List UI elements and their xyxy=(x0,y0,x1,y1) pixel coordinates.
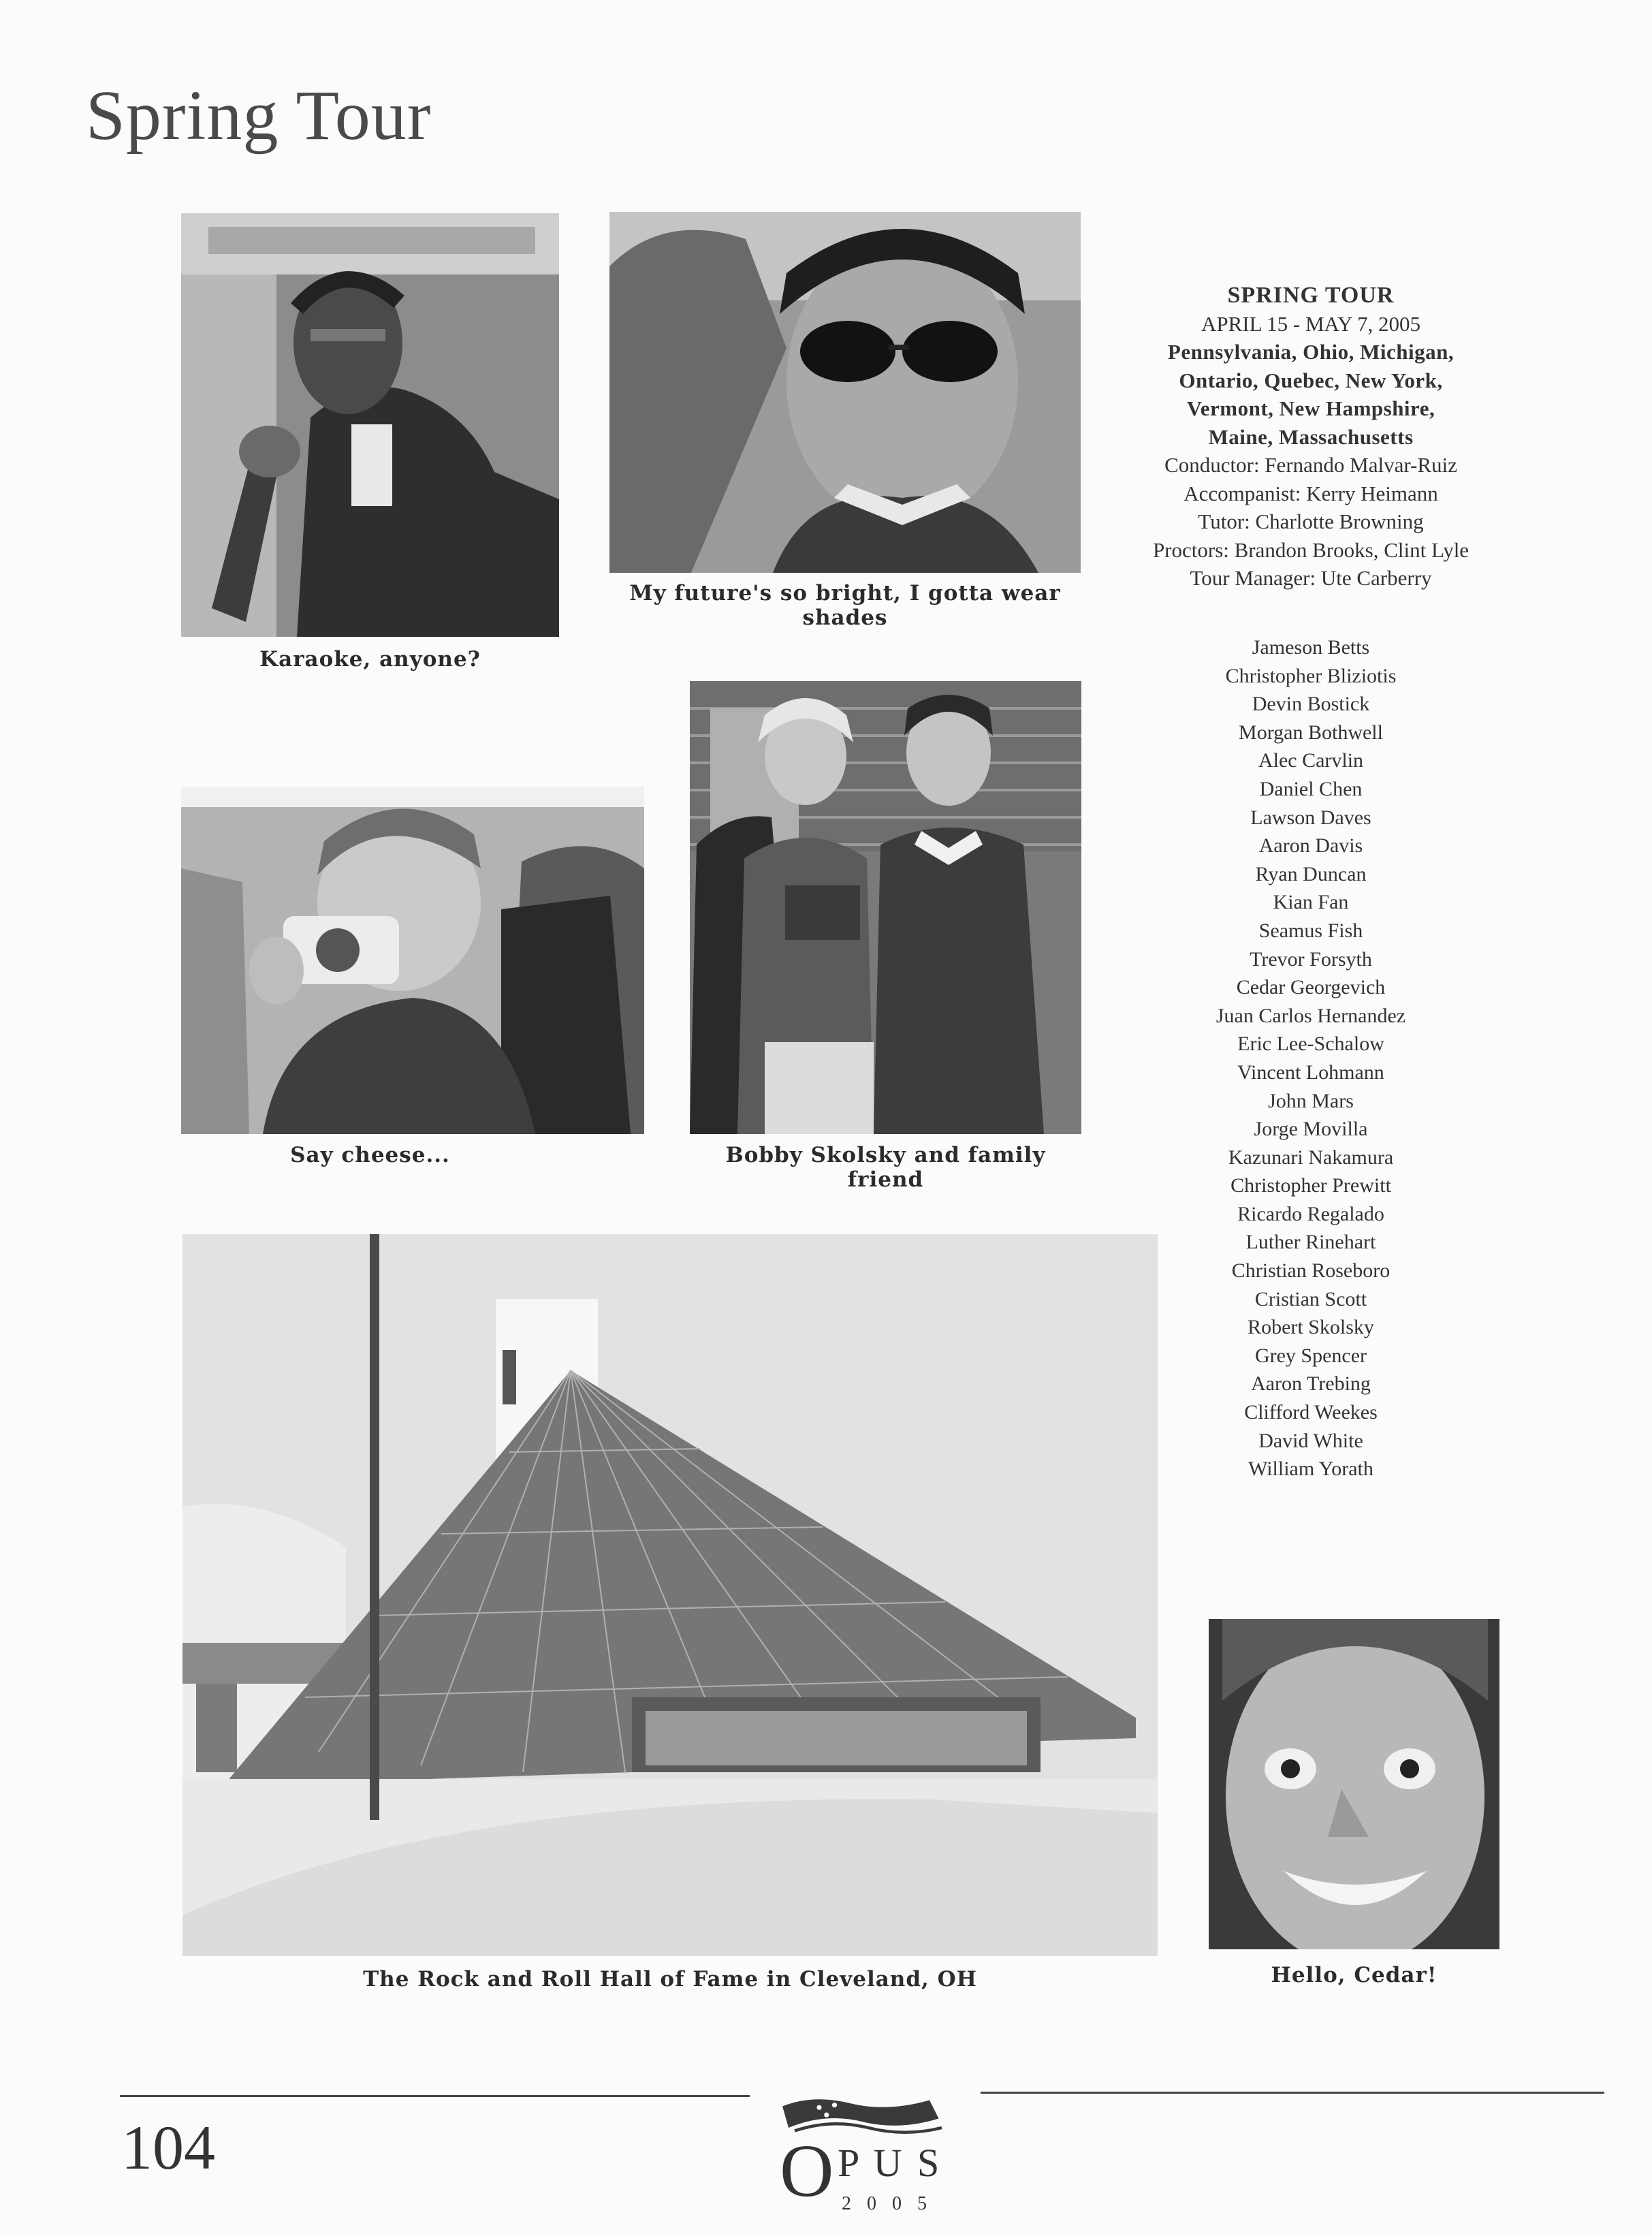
roster-item: Juan Carlos Hernandez xyxy=(1216,1004,1406,1027)
roster-item: Morgan Bothwell xyxy=(1239,721,1383,744)
photo-cheese xyxy=(181,787,644,1134)
roster-list xyxy=(1130,633,1491,1483)
page-title: Spring Tour xyxy=(86,76,432,155)
logo-letter-o: O xyxy=(780,2129,834,2212)
tour-dates: APRIL 15 - MAY 7, 2005 xyxy=(1201,311,1421,336)
roster-item: Alec Carvlin xyxy=(1258,749,1364,772)
photo-bobby xyxy=(690,681,1081,1134)
tour-manager: Tour Manager: Ute Carberry xyxy=(1190,566,1432,590)
roster-item: Christian Roseboro xyxy=(1231,1259,1391,1283)
roster-item: Seamus Fish xyxy=(1258,919,1363,942)
caption-shades: My future's so bright, I gotta wear shades xyxy=(629,581,1061,630)
caption-cedar: Hello, Cedar! xyxy=(1271,1963,1437,1987)
tour-proctors: Proctors: Brandon Brooks, Clint Lyle xyxy=(1152,537,1470,562)
logo-year: 2 0 0 5 xyxy=(842,2193,932,2214)
roster-item: Trevor Forsyth xyxy=(1250,947,1372,971)
caption-bobby: Bobby Skolsky and family friend xyxy=(725,1143,1046,1192)
roster-item: Ricardo Regalado xyxy=(1237,1202,1384,1225)
photo-shades xyxy=(609,212,1081,573)
footer-rule-right xyxy=(981,2092,1604,2094)
tour-heading: SPRING TOUR xyxy=(1227,283,1395,308)
tour-states-line: Pennsylvania, Ohio, Michigan, xyxy=(1167,340,1455,364)
roster-item: Christopher Bliziotis xyxy=(1225,664,1397,687)
roster-item: Kazunari Nakamura xyxy=(1228,1146,1394,1169)
tour-states-line: Maine, Massachusetts xyxy=(1208,424,1414,449)
tour-tutor: Tutor: Charlotte Browning xyxy=(1198,509,1424,533)
roster-item: Aaron Davis xyxy=(1258,834,1363,858)
roster-item: Aaron Trebing xyxy=(1251,1372,1371,1396)
roster-item: Grey Spencer xyxy=(1254,1344,1367,1367)
roster-item: Robert Skolsky xyxy=(1248,1316,1374,1339)
roster-item: Kian Fan xyxy=(1273,891,1349,914)
caption-karaoke: Karaoke, anyone? xyxy=(259,647,481,672)
tour-states-line: Vermont, New Hampshire, xyxy=(1186,396,1435,420)
roster-item: Daniel Chen xyxy=(1259,777,1363,800)
tour-info xyxy=(1130,281,1491,593)
logo-word: P U S xyxy=(838,2141,942,2185)
roster-item: Cedar Georgevich xyxy=(1236,976,1386,999)
caption-rock-hall: The Rock and Roll Hall of Fame in Cleveland, OH xyxy=(363,1967,977,1992)
roster-item: John Mars xyxy=(1268,1089,1354,1112)
roster-item: Ryan Duncan xyxy=(1255,862,1367,885)
photo-rock-hall xyxy=(182,1234,1158,1956)
roster-item: Jameson Betts xyxy=(1252,636,1370,659)
photo-karaoke xyxy=(181,213,559,637)
roster-item: Eric Lee-Schalow xyxy=(1237,1033,1384,1056)
page-number: 104 xyxy=(121,2113,215,2182)
roster-item: Cristian Scott xyxy=(1254,1287,1367,1310)
footer-rule-left xyxy=(120,2095,750,2097)
roster-item: Vincent Lohmann xyxy=(1237,1060,1384,1084)
tour-conductor: Conductor: Fernando Malvar-Ruiz xyxy=(1164,453,1457,477)
roster-item: Clifford Weekes xyxy=(1244,1401,1378,1424)
roster-item: William Yorath xyxy=(1248,1458,1373,1481)
roster-item: Jorge Movilla xyxy=(1254,1118,1368,1141)
roster-item: David White xyxy=(1258,1429,1363,1452)
roster-item: Lawson Daves xyxy=(1250,806,1371,829)
roster-item: Christopher Prewitt xyxy=(1230,1174,1391,1197)
roster-item: Devin Bostick xyxy=(1252,693,1370,716)
roster-item: Luther Rinehart xyxy=(1245,1231,1376,1254)
photo-cedar xyxy=(1209,1619,1499,1949)
caption-cheese: Say cheese... xyxy=(290,1143,450,1167)
opus-logo xyxy=(769,2091,974,2227)
tour-accompanist: Accompanist: Kerry Heimann xyxy=(1184,481,1438,505)
tour-states-line: Ontario, Quebec, New York, xyxy=(1179,368,1443,392)
